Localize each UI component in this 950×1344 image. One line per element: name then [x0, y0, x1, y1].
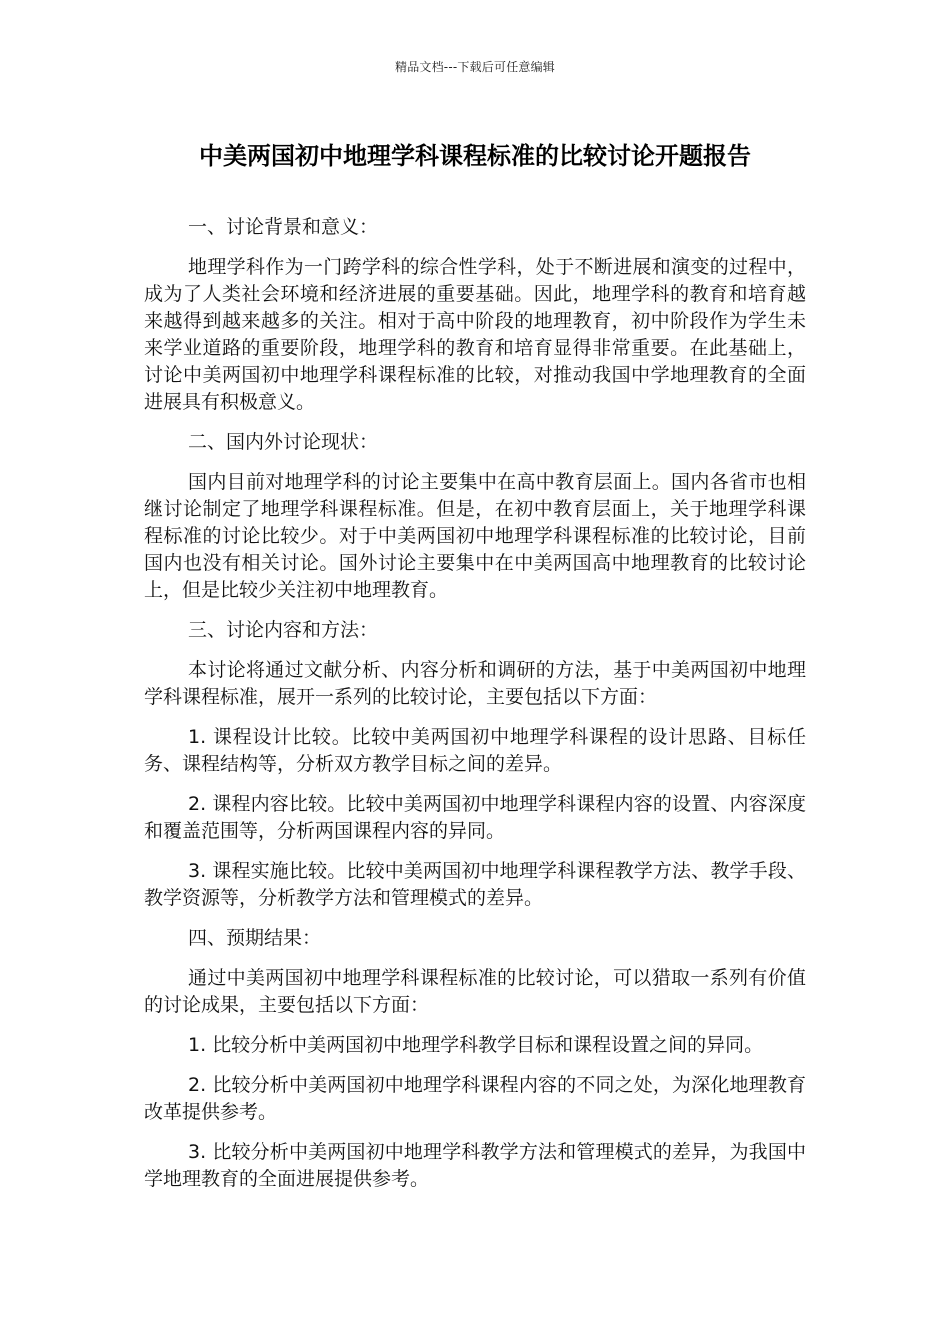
list-item-methods-1: 1. 课程设计比较。比较中美两国初中地理学科课程的设计思路、目标任务、课程结构等，分析双方教学目标之间的差异。: [144, 726, 806, 775]
paragraph-background: 地理学科作为一门跨学科的综合性学科，处于不断进展和演变的过程中，成为了人类社会环境和经济进展的重要基础。因此，地理学科的教育和培育越来越得到越来越多的关注。相对于高中阶段的地理教育，初中阶段作为学生未来学业道路的重要阶段，地理学科的教育和培育显得非常重要。在此基础上，讨论中美两国初中地理学科课程标准的比较，对推动我国中学地理教育的全面进展具有积极意义。: [144, 256, 806, 413]
list-item-methods-3: 3. 课程实施比较。比较中美两国初中地理学科课程教学方法、教学手段、教学资源等，分析教学方法和管理模式的差异。: [144, 860, 806, 909]
document-title: 中美两国初中地理学科课程标准的比较讨论开题报告: [199, 142, 751, 170]
list-item-results-2: 2. 比较分析中美两国初中地理学科课程内容的不同之处，为深化地理教育改革提供参考。: [144, 1074, 806, 1123]
section-heading-results: 四、预期结果：: [188, 927, 322, 949]
list-item-methods-2: 2. 课程内容比较。比较中美两国初中地理学科课程内容的设置、内容深度和覆盖范围等，分析两国课程内容的异同。: [144, 793, 806, 842]
section-heading-status: 二、国内外讨论现状：: [188, 431, 379, 453]
page-header-note: 精品文档---下载后可任意编辑: [395, 60, 555, 74]
section-heading-background: 一、讨论背景和意义：: [188, 216, 379, 238]
paragraph-status: 国内目前对地理学科的讨论主要集中在高中教育层面上。国内各省市也相继讨论制定了地理学科课程标准。但是，在初中教育层面上，关于地理学科课程标准的讨论比较少。对于中美两国初中地理学科课程标准的比较讨论，目前国内也没有相关讨论。国外讨论主要集中在中美两国高中地理教育的比较讨论上，但是比较少关注初中地理教育。: [144, 471, 806, 601]
list-item-results-3: 3. 比较分析中美两国初中地理学科教学方法和管理模式的差异，为我国中学地理教育的全面进展提供参考。: [144, 1141, 806, 1190]
paragraph-methods: 本讨论将通过文献分析、内容分析和调研的方法，基于中美两国初中地理学科课程标准，展开一系列的比较讨论，主要包括以下方面：: [144, 659, 806, 708]
section-heading-methods: 三、讨论内容和方法：: [188, 619, 379, 641]
paragraph-results: 通过中美两国初中地理学科课程标准的比较讨论，可以猎取一系列有价值的讨论成果，主要包括以下方面：: [144, 967, 806, 1016]
list-item-results-1: 1. 比较分析中美两国初中地理学科教学目标和课程设置之间的异同。: [188, 1034, 764, 1056]
document-body: [144, 214, 806, 1206]
